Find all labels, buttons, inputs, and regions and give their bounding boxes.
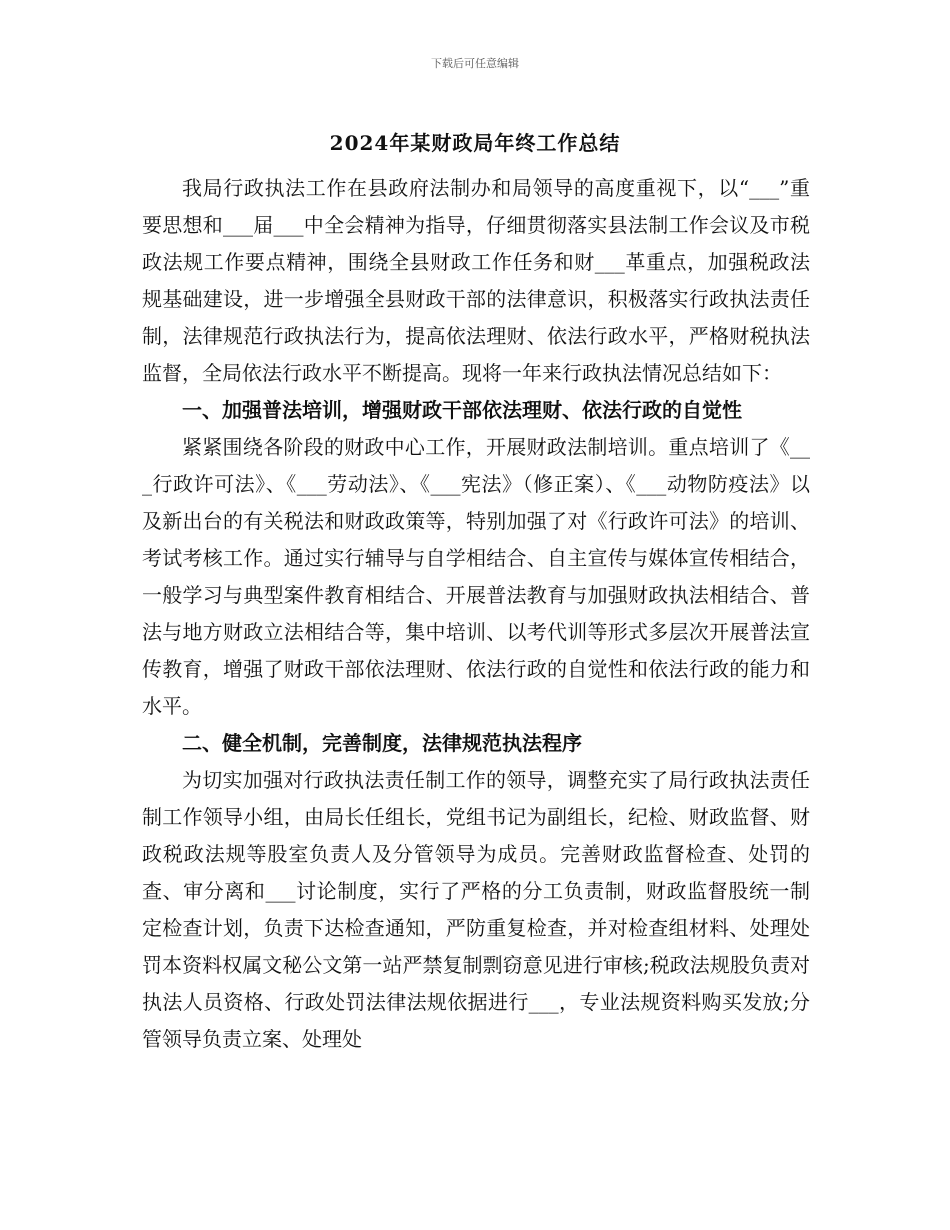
section-heading-2: 二、健全机制，完善制度，法律规范执法程序 — [182, 731, 582, 755]
section-1-paragraph: 紧紧围绕各阶段的财政中心工作，开展财政法制培训。重点培训了《___行政许可法》、《___劳动法》、《___宪法》（修正案）、《___动物防疫法》以及新出台的有关税法和财政政策等，特别加强了对《行政许可法》的培训、考试考核工作。通过实行辅导与自学相结合、自主宣传与媒体宣传相结合，一般学习与典型案件教育相结合、开展普法教育与加强财政执法相结合、普法与地方财政立法相结合等，集中培训、以考代训等形式多层次开展普法宣传教育，增强了财政干部依法理财、依法行政的自觉性和依法行政的能力和水平。 — [142, 435, 810, 718]
document-body — [142, 170, 810, 1058]
download-note: 下载后可任意编辑 — [431, 57, 519, 70]
intro-paragraph: 我局行政执法工作在县政府法制办和局领导的高度重视下，以“___”重要思想和___届___中全会精神为指导，仔细贯彻落实县法制工作会议及市税政法规工作要点精神，围绕全县财政工作任务和财___革重点，加强税政法规基础建设，进一步增强全县财政干部的法律意识，积极落实行政执法责任制，法律规范行政执法行为，提高依法理财、依法行政水平，严格财税执法监督，全局依法行政水平不断提高。现将一年来行政执法情况总结如下： — [142, 176, 810, 385]
document-title: 2024年某财政局年终工作总结 — [329, 131, 621, 155]
section-2-paragraph: 为切实加强对行政执法责任制工作的领导，调整充实了局行政执法责任制工作领导小组，由局长任组长，党组书记为副组长，纪检、财政监督、财政税政法规等股室负责人及分管领导为成员。完善财政监督检查、处罚的查、审分离和___讨论制度，实行了严格的分工负责制，财政监督股统一制定检查计划，负责下达检查通知，严防重复检查，并对检查组材料、处理处罚本资料权属文秘公文第一站严禁复制剽窃意见进行审核;税政法规股负责对执法人员资格、行政处罚法律法规依据进行___，专业法规资料购买发放;分管领导负责立案、处理处 — [142, 768, 810, 1051]
section-heading-1: 一、加强普法培训，增强财政干部依法理财、依法行政的自觉性 — [182, 398, 742, 422]
